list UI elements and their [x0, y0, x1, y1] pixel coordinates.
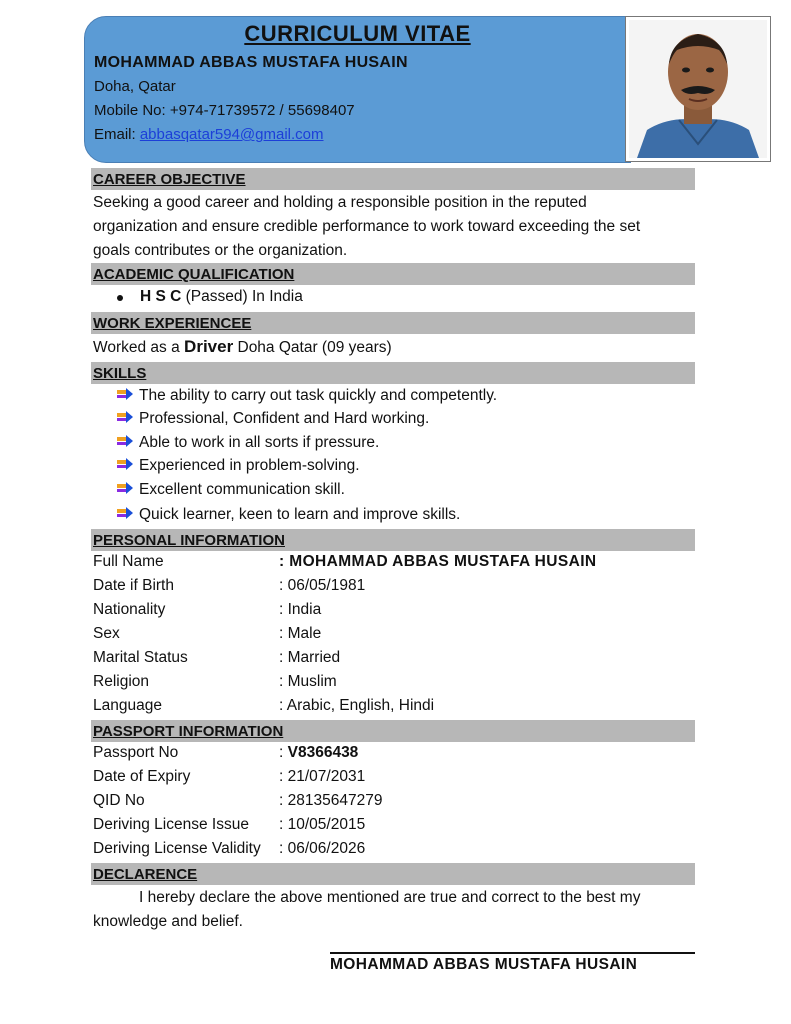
field-label: Religion — [93, 673, 150, 690]
academic-item: H S C (Passed) In India — [140, 288, 303, 305]
skill-item — [117, 457, 360, 477]
field-value: : Arabic, English, Hindi — [279, 697, 435, 714]
skill-text: Experienced in problem-solving. — [139, 457, 360, 474]
section-header-career-objective: CAREER OBJECTIVE — [91, 168, 695, 190]
section-header-work: WORK EXPERIENCEE — [91, 312, 695, 334]
skill-item — [117, 434, 379, 454]
work-experience-text: Worked as a Driver Doha Qatar (09 years) — [93, 337, 392, 356]
field-label: QID No — [93, 792, 145, 809]
skill-text: The ability to carry out task quickly and competently. — [139, 387, 498, 404]
field-value: : 06/05/1981 — [279, 577, 366, 594]
arrow-bullet-icon — [117, 411, 133, 430]
field-value-bold: V8366438 — [287, 744, 359, 761]
career-objective-line: Seeking a good career and holding a responsible position in the reputed — [93, 194, 587, 211]
skill-text: Professional, Confident and Hard working. — [139, 410, 430, 427]
field-value: : 10/05/2015 — [279, 816, 366, 833]
applicant-name: MOHAMMAD ABBAS MUSTAFA HUSAIN — [94, 54, 408, 71]
field-value: : India — [279, 601, 322, 618]
arrow-bullet-icon — [117, 507, 133, 526]
field-label: Nationality — [93, 601, 166, 618]
email-link[interactable]: abbasqatar594@gmail.com — [139, 126, 324, 143]
field-label: Deriving License Validity — [93, 840, 261, 857]
signature-name: MOHAMMAD ABBAS MUSTAFA HUSAIN — [330, 956, 638, 973]
field-value: : 21/07/2031 — [279, 768, 366, 785]
field-value: : Muslim — [279, 673, 337, 690]
career-objective-line: organization and ensure credible performance to work toward exceeding the set — [93, 218, 641, 235]
field-label: Passport No — [93, 744, 179, 761]
declaration-line: I hereby declare the above mentioned are true and correct to the best my — [139, 889, 641, 906]
skill-item — [117, 410, 429, 430]
signature-line — [330, 952, 695, 954]
field-label: Marital Status — [93, 649, 188, 666]
field-label: Full Name — [93, 553, 164, 570]
bullet-icon — [117, 295, 123, 301]
skill-text: Able to work in all sorts if pressure. — [139, 434, 380, 451]
passport-info-row — [93, 816, 365, 834]
field-value: : 06/06/2026 — [279, 840, 366, 857]
email-line — [94, 126, 324, 143]
field-value: : Married — [279, 649, 341, 666]
personal-info-row — [93, 553, 597, 571]
personal-info-row — [93, 625, 321, 643]
passport-info-row — [93, 744, 358, 762]
field-value: : Male — [279, 625, 322, 642]
field-label: Date of Expiry — [93, 768, 191, 785]
passport-info-row — [93, 768, 365, 786]
section-header-declaration: DECLARENCE — [91, 863, 695, 885]
section-header-personal: PERSONAL INFORMATION — [91, 529, 695, 551]
personal-info-row — [93, 673, 337, 691]
declaration-text — [93, 886, 693, 934]
arrow-bullet-icon — [117, 388, 133, 407]
field-label: Date if Birth — [93, 577, 174, 594]
document-title: CURRICULUM VITAE — [244, 21, 471, 46]
career-objective-text — [93, 191, 693, 263]
profile-photo — [625, 16, 771, 162]
skill-item — [117, 387, 497, 407]
declaration-line: knowledge and belief. — [93, 913, 243, 930]
section-header-skills: SKILLS — [91, 362, 695, 384]
section-header-academic: ACADEMIC QUALIFICATION — [91, 263, 695, 285]
skill-item — [117, 506, 460, 526]
arrow-bullet-icon — [117, 482, 133, 501]
arrow-bullet-icon — [117, 458, 133, 477]
header-banner — [84, 16, 631, 163]
personal-info-row — [93, 601, 321, 619]
mobile-number: Mobile No: +974-71739572 / 55698407 — [94, 102, 355, 119]
field-label: Deriving License Issue — [93, 816, 249, 833]
field-value: : 28135647279 — [279, 792, 383, 809]
personal-info-row — [93, 649, 340, 667]
skill-text: Quick learner, keen to learn and improve skills. — [139, 506, 461, 523]
field-value: : — [279, 744, 288, 761]
skill-item — [117, 481, 345, 501]
field-label: Language — [93, 697, 162, 714]
personal-info-row — [93, 697, 434, 715]
career-objective-line: goals contributes or the organization. — [93, 242, 348, 259]
passport-info-row — [93, 840, 365, 858]
skill-text: Excellent communication skill. — [139, 481, 345, 498]
field-value: : MOHAMMAD ABBAS MUSTAFA HUSAIN — [279, 553, 597, 570]
passport-info-row — [93, 792, 382, 810]
section-header-passport: PASSPORT INFORMATION — [91, 720, 695, 742]
arrow-bullet-icon — [117, 435, 133, 454]
personal-info-row — [93, 577, 365, 595]
location: Doha, Qatar — [94, 78, 176, 95]
field-label: Sex — [93, 625, 120, 642]
email-label: Email: — [94, 126, 140, 143]
